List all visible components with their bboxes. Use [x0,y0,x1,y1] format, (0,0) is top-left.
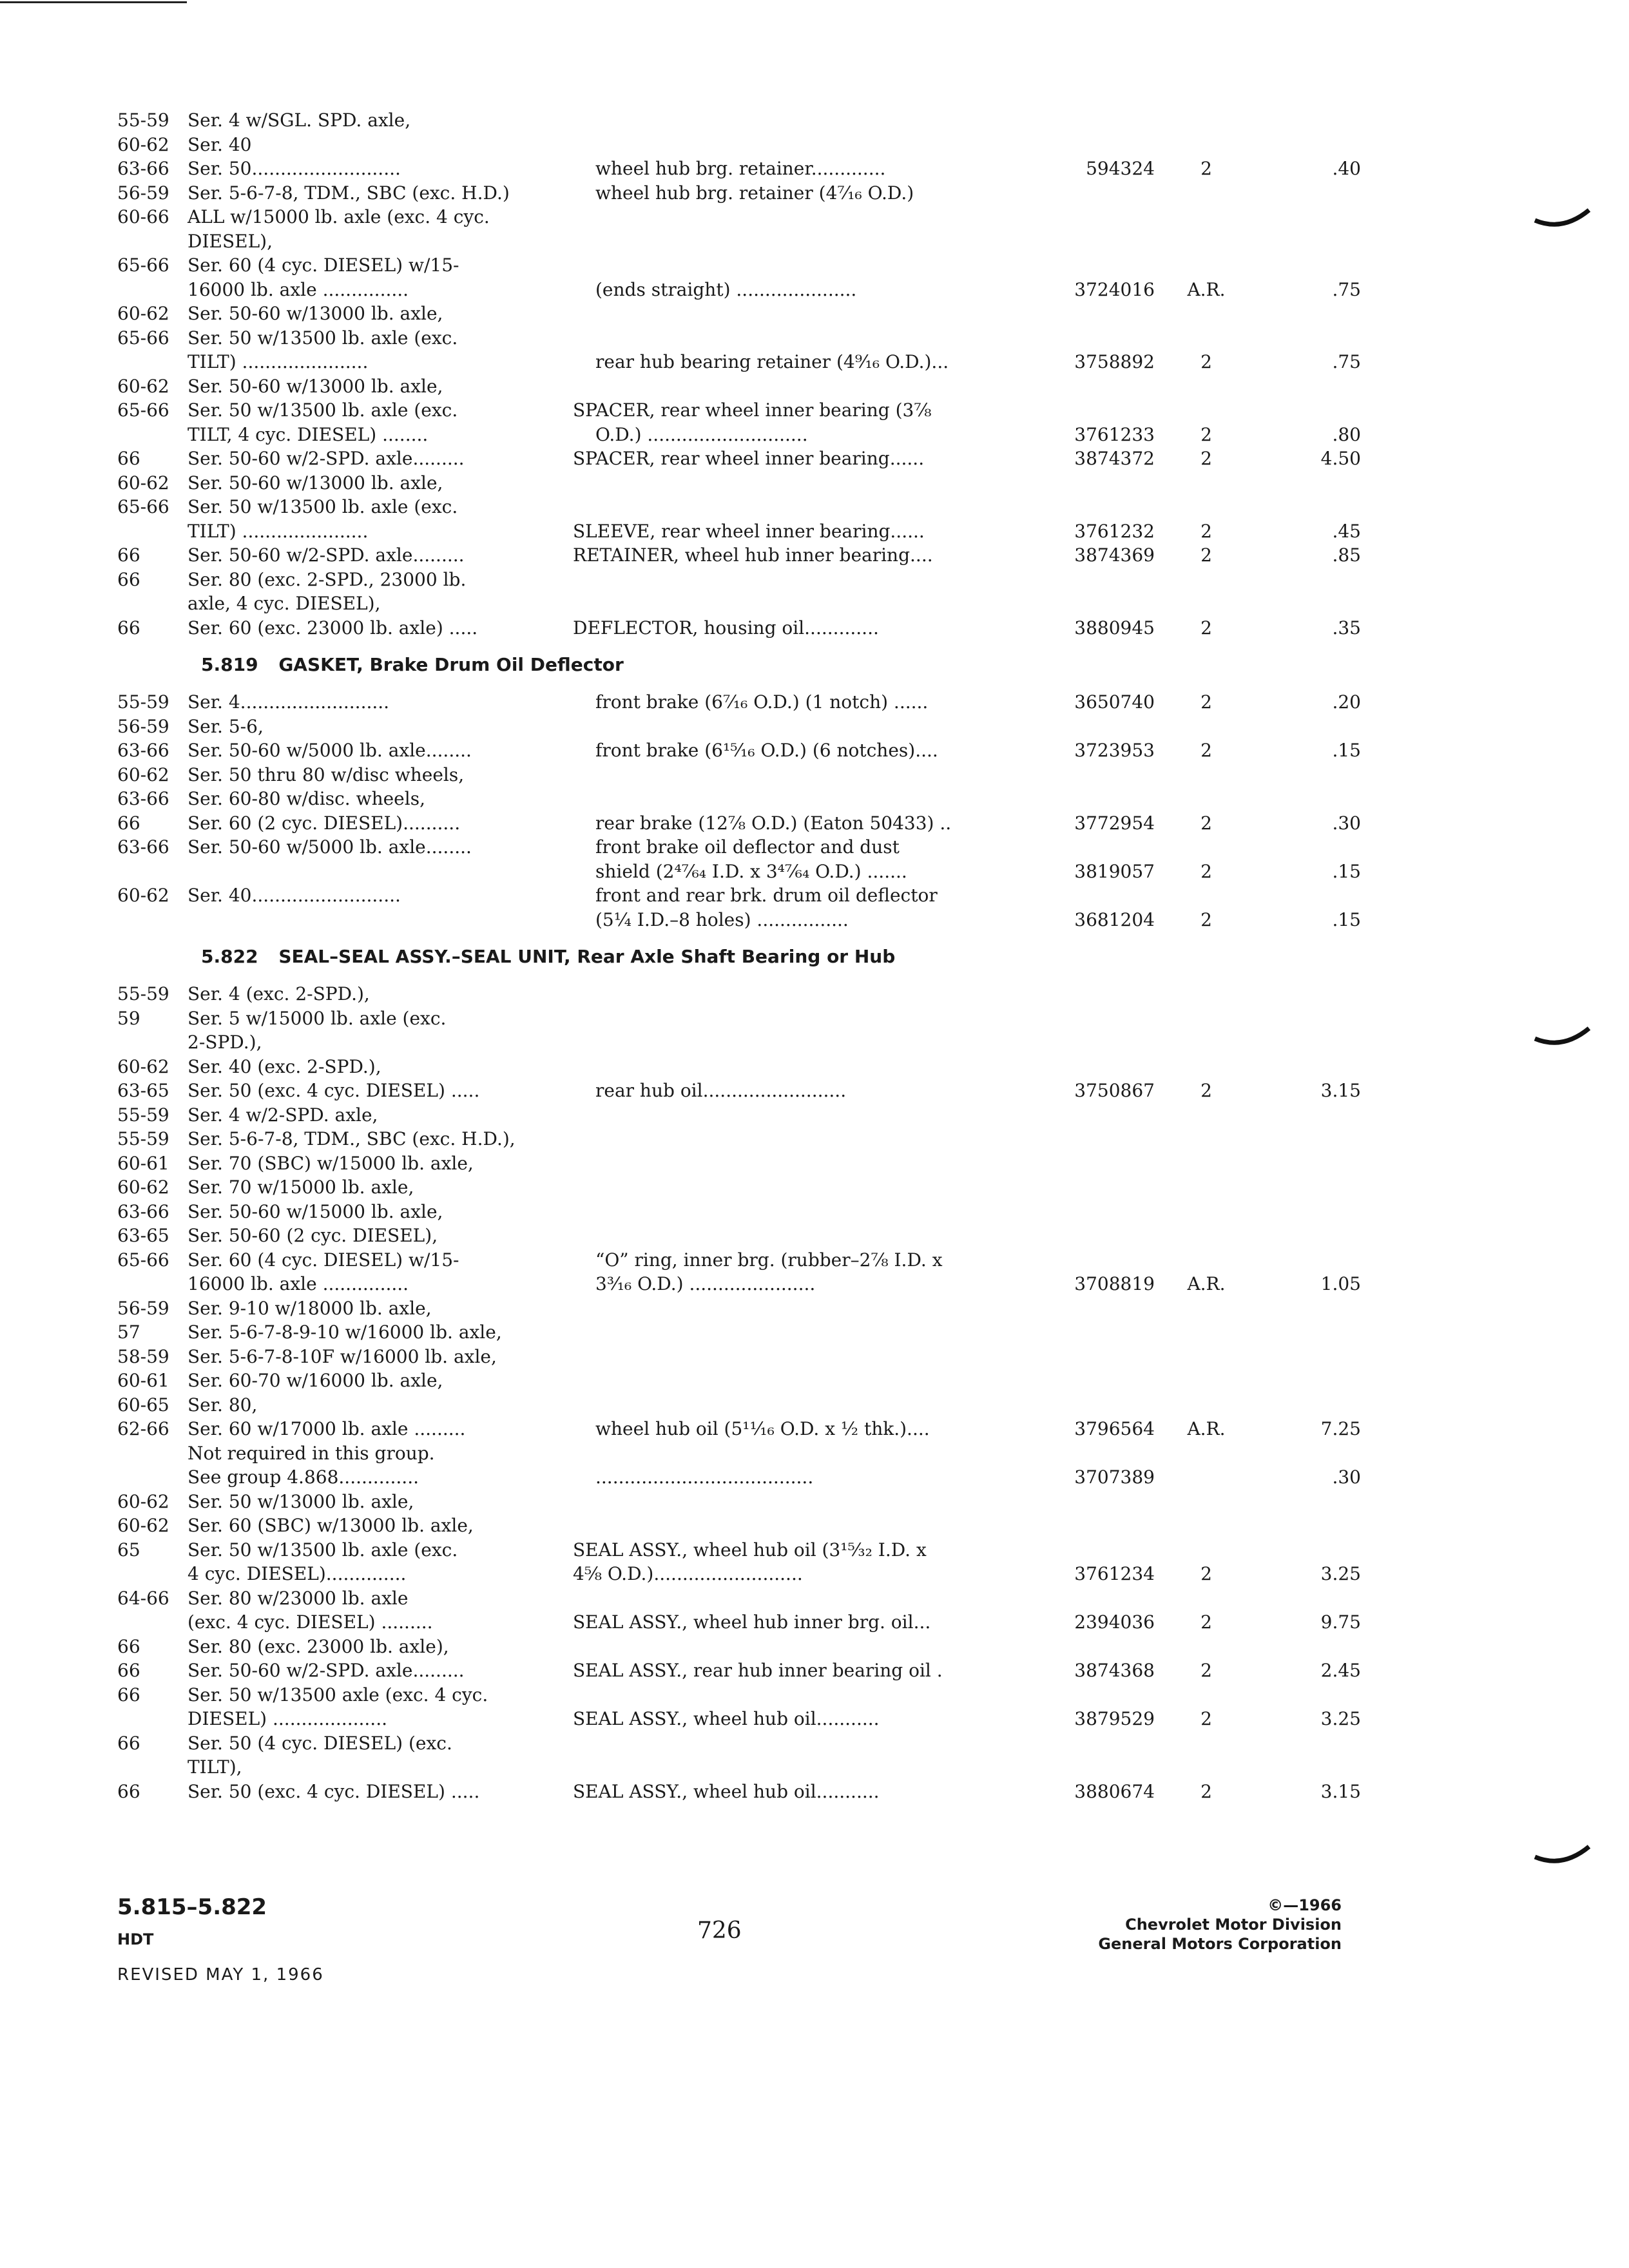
description-cell: wheel hub brg. retainer (4⁷⁄₁₆ O.D.) [595,182,914,204]
part-row [117,1441,1342,1466]
part-number-cell: 594324 [1086,158,1155,179]
part-number-cell: 3724016 [1074,278,1155,300]
quantity-cell: 2 [1200,1611,1212,1633]
year-cell: 55-59 [117,691,169,713]
revised-date: REVISED MAY 1, 1966 [117,1965,324,1984]
year-cell: 56-59 [117,715,169,737]
year-cell: 66 [117,1684,140,1706]
description-cell: SEAL ASSY., wheel hub oil........... [573,1780,880,1802]
part-row [117,835,1342,860]
year-cell: 55-59 [117,110,169,131]
part-row [117,1755,1342,1780]
page-number: 726 [697,1917,742,1944]
series-cell: Ser. 50.......................... [188,158,401,179]
price-cell: 9.75 [1320,1611,1361,1633]
series-cell: Ser. 50-60 w/13000 lb. axle, [188,303,443,324]
part-row [117,1151,1342,1176]
series-cell: Ser. 50 w/13500 lb. axle (exc. [188,1539,458,1561]
description-cell: ...................................... [595,1466,814,1488]
quantity-cell: 2 [1200,351,1212,372]
description-cell: O.D.) ............................ [595,423,808,445]
series-cell: Ser. 50 w/13000 lb. axle, [188,1490,414,1512]
series-cell: Ser. 60 w/17000 lb. axle ......... [188,1418,466,1439]
description-cell: SEAL ASSY., wheel hub oil (3¹⁵⁄₃₂ I.D. x [573,1539,927,1561]
section-title: GASKET, Brake Drum Oil Deflector [278,654,624,675]
series-cell: See group 4.868.............. [188,1466,419,1488]
series-cell: Ser. 50-60 w/2-SPD. axle......... [188,448,465,469]
series-cell: DIESEL) .................... [188,1708,387,1729]
part-row [117,1635,1342,1659]
year-cell: 56-59 [117,1297,169,1319]
year-cell: 60-62 [117,375,169,397]
series-cell: Ser. 60 (4 cyc. DIESEL) w/15- [188,1249,459,1271]
part-row [117,253,1342,278]
year-cell: 55-59 [117,1128,169,1149]
series-cell: TILT) ...................... [188,520,369,542]
year-cell: 60-62 [117,885,169,906]
series-cell: Ser. 50-60 (2 cyc. DIESEL), [188,1225,438,1246]
quantity-cell: 2 [1200,1780,1212,1802]
series-cell: 2-SPD.), [188,1032,262,1053]
series-cell: Ser. 50 (exc. 4 cyc. DIESEL) ..... [188,1080,480,1101]
section-header-5-822 [117,932,1342,982]
year-cell: 66 [117,1660,140,1681]
quantity-cell: 2 [1200,740,1212,761]
quantity-cell: 2 [1200,544,1212,566]
quantity-cell: A.R. [1187,1273,1226,1294]
part-row [117,1490,1342,1514]
part-row [117,883,1342,908]
series-cell: Ser. 5-6-7-8-10F w/16000 lb. axle, [188,1345,497,1367]
year-cell: 60-62 [117,764,169,785]
series-cell: Ser. 40 (exc. 2-SPD.), [188,1055,381,1077]
year-cell: 60-62 [117,1490,169,1512]
year-cell: 66 [117,448,140,469]
description-cell: SEAL ASSY., wheel hub inner brg. oil... [573,1611,931,1633]
description-cell: shield (2⁴⁷⁄₆₄ I.D. x 3⁴⁷⁄₆₄ O.D.) ....... [595,860,907,882]
series-cell: Ser. 60 (4 cyc. DIESEL) w/15- [188,255,459,276]
price-cell: .85 [1332,544,1361,566]
year-cell: 64-66 [117,1587,169,1609]
series-cell: Ser. 60 (SBC) w/13000 lb. axle, [188,1515,474,1536]
year-cell: 60-62 [117,133,169,155]
description-cell: SEAL ASSY., wheel hub oil........... [573,1708,880,1729]
part-row [117,616,1361,640]
series-cell: Ser. 50 (exc. 4 cyc. DIESEL) ..... [188,1780,480,1802]
description-cell: rear hub bearing retainer (4⁹⁄₁₆ O.D.)... [595,351,949,372]
series-cell: Ser. 70 (SBC) w/15000 lb. axle, [188,1152,474,1174]
binder-mark [1534,1024,1592,1050]
year-cell: 63-66 [117,788,169,809]
quantity-cell: 2 [1200,1563,1212,1584]
part-row [117,763,1342,787]
series-cell: Ser. 60-80 w/disc. wheels, [188,788,425,809]
section-5-822-rows [117,982,1361,1803]
part-row [117,302,1342,326]
price-cell: .80 [1332,423,1361,445]
part-row [117,1030,1342,1055]
series-cell: ALL w/15000 lb. axle (exc. 4 cyc. [188,206,490,227]
copyright-block [1098,1896,1342,1954]
series-cell: Ser. 50-60 w/13000 lb. axle, [188,472,443,494]
part-row [117,543,1361,568]
price-cell: 3.15 [1320,1780,1361,1802]
description-cell: front brake oil deflector and dust [595,836,900,858]
series-cell: Ser. 50 w/13500 lb. axle (exc. [188,399,458,421]
year-cell: 60-62 [117,1177,169,1198]
part-row [117,1393,1342,1418]
description-cell: “O” ring, inner brg. (rubber–2⅞ I.D. x [595,1249,943,1271]
series-cell: Ser. 80 (exc. 23000 lb. axle), [188,1635,449,1657]
part-row [117,108,1342,133]
series-cell: TILT), [188,1756,242,1778]
description-cell: (5¼ I.D.–8 holes) ................ [595,908,849,930]
description-cell: 4⅝ O.D.).......................... [573,1563,803,1584]
part-number-cell: 3761232 [1074,520,1155,542]
part-row [117,157,1361,181]
top-rule [0,1,187,3]
part-number-cell: 3708819 [1074,1273,1155,1294]
part-row [117,1055,1342,1079]
series-cell: Ser. 9-10 w/18000 lb. axle, [188,1297,432,1319]
part-row [117,1103,1342,1128]
series-cell: TILT) ...................... [188,351,369,372]
year-cell: 66 [117,1732,140,1754]
series-cell: Ser. 50 w/13500 lb. axle (exc. [188,327,458,349]
year-cell: 65-66 [117,1249,169,1271]
price-cell: 1.05 [1320,1273,1361,1294]
series-cell: Ser. 50-60 w/2-SPD. axle......... [188,1660,465,1681]
quantity-cell: 2 [1200,520,1212,542]
price-cell: .30 [1332,812,1361,834]
part-number-cell: 3819057 [1074,860,1155,882]
description-cell: SEAL ASSY., rear hub inner bearing oil . [573,1660,943,1681]
price-cell: .15 [1332,740,1361,761]
part-number-cell: 3758892 [1074,351,1155,372]
price-cell: .40 [1332,158,1361,179]
series-cell: Ser. 60 (2 cyc. DIESEL).......... [188,812,461,834]
group-range: 5.815–5.822 [117,1894,267,1920]
series-cell: Ser. 50 w/13500 lb. axle (exc. [188,496,458,517]
part-number-cell: 3681204 [1074,908,1155,930]
part-row [117,1006,1342,1031]
series-cell: 16000 lb. axle ............... [188,278,409,300]
description-cell: SPACER, rear wheel inner bearing...... [573,448,925,469]
part-row [117,1586,1342,1611]
series-cell: Ser. 5 w/15000 lb. axle (exc. [188,1007,447,1029]
year-cell: 63-66 [117,1200,169,1222]
part-row [117,1248,1342,1273]
series-cell: 16000 lb. axle ............... [188,1273,409,1294]
part-row [117,811,1361,836]
part-row [117,591,1342,616]
year-cell: 63-66 [117,158,169,179]
price-cell: .15 [1332,860,1361,882]
series-cell: TILT, 4 cyc. DIESEL) ........ [188,423,429,445]
series-cell: Ser. 5-6-7-8, TDM., SBC (exc. H.D.), [188,1128,516,1149]
division-name: Chevrolet Motor Division [1125,1916,1342,1934]
part-number-cell: 3650740 [1074,691,1155,713]
part-row [117,374,1342,399]
part-row [117,1200,1342,1224]
part-row [117,1127,1342,1151]
year-cell: 55-59 [117,1104,169,1126]
price-cell: 2.45 [1320,1660,1361,1681]
year-cell: 65-66 [117,496,169,517]
year-cell: 63-65 [117,1080,169,1101]
part-row [117,982,1342,1006]
quantity-cell: 2 [1200,860,1212,882]
part-row [117,278,1361,302]
price-cell: 3.25 [1320,1563,1361,1584]
section-number: 5.819 [201,654,258,675]
part-row [117,1272,1361,1296]
price-cell: 3.25 [1320,1708,1361,1729]
price-cell: 3.15 [1320,1080,1361,1101]
price-cell: .20 [1332,691,1361,713]
price-cell: .35 [1332,617,1361,639]
part-row [117,690,1361,715]
parts-listing [117,108,1361,1803]
quantity-cell: 2 [1200,691,1212,713]
year-cell: 65-66 [117,399,169,421]
description-cell: front brake (6⁷⁄₁₆ O.D.) (1 notch) ...... [595,691,929,713]
year-cell: 63-65 [117,1225,169,1246]
part-number-cell: 3879529 [1074,1708,1155,1729]
binder-mark [1534,206,1592,232]
part-number-cell: 3761234 [1074,1563,1155,1584]
year-cell: 66 [117,1780,140,1802]
part-row [117,1707,1361,1731]
series-cell: Ser. 50 thru 80 w/disc wheels, [188,764,465,785]
description-cell: wheel hub brg. retainer............. [595,158,886,179]
description-cell: wheel hub oil (5¹¹⁄₁₆ O.D. x ½ thk.).... [595,1418,930,1439]
part-row [117,1079,1361,1103]
part-number-cell: 3880674 [1074,1780,1155,1802]
description-cell: SLEEVE, rear wheel inner bearing...... [573,520,925,542]
part-row [117,1514,1342,1538]
section-title: SEAL–SEAL ASSY.–SEAL UNIT, Rear Axle Shaft Bearing or Hub [278,946,896,967]
part-row [117,1369,1342,1393]
part-row [117,423,1361,447]
section-number: 5.822 [201,946,258,967]
section-5-819-rows [117,690,1361,932]
quantity-cell: 2 [1200,423,1212,445]
part-number-cell: 3874368 [1074,1660,1155,1681]
year-cell: 66 [117,544,140,566]
series-cell: DIESEL), [188,230,273,252]
part-row [117,1224,1342,1248]
description-cell: SPACER, rear wheel inner bearing (3⅞ [573,399,932,421]
year-cell: 58-59 [117,1345,169,1367]
section-header-5-819 [117,640,1342,690]
series-cell: Ser. 40.......................... [188,885,401,906]
part-row [117,1538,1342,1562]
part-row [117,1320,1342,1345]
year-cell: 57 [117,1321,140,1343]
description-cell: front brake (6¹⁵⁄₁₆ O.D.) (6 notches).... [595,740,938,761]
part-row [117,1658,1361,1683]
part-number-cell: 3707389 [1074,1466,1155,1488]
series-cell: Ser. 4 (exc. 2-SPD.), [188,983,370,1004]
price-cell: .75 [1332,278,1361,300]
quantity-cell: 2 [1200,812,1212,834]
series-cell: 4 cyc. DIESEL).............. [188,1563,407,1584]
part-number-cell: 3772954 [1074,812,1155,834]
series-cell: Ser. 50-60 w/2-SPD. axle......... [188,544,465,566]
year-cell: 60-62 [117,472,169,494]
part-row [117,1780,1361,1804]
series-cell: axle, 4 cyc. DIESEL), [188,593,381,614]
series-cell: Ser. 4 w/2-SPD. axle, [188,1104,378,1126]
part-number-cell: 3880945 [1074,617,1155,639]
quantity-cell: A.R. [1187,278,1226,300]
price-cell: 7.25 [1320,1418,1361,1439]
price-cell: .45 [1332,520,1361,542]
series-cell: (exc. 4 cyc. DIESEL) ......... [188,1611,433,1633]
description-cell: DEFLECTOR, housing oil............. [573,617,879,639]
year-cell: 66 [117,568,140,590]
year-cell: 65 [117,1539,140,1561]
quantity-cell: 2 [1200,617,1212,639]
series-cell: Ser. 50-60 w/5000 lb. axle........ [188,836,472,858]
year-cell: 60-62 [117,1515,169,1536]
corporation-name: General Motors Corporation [1098,1935,1342,1953]
series-cell: Ser. 5-6, [188,715,264,737]
part-row [117,519,1361,544]
part-row [117,1610,1361,1635]
part-row [117,860,1361,884]
copyright-year: ©—1966 [1268,1896,1342,1914]
binder-mark [1534,1843,1592,1869]
description-cell: rear brake (12⅞ O.D.) (Eaton 50433) .. [595,812,952,834]
price-cell: .75 [1332,351,1361,372]
part-number-cell: 3761233 [1074,423,1155,445]
series-cell: Ser. 50 (4 cyc. DIESEL) (exc. [188,1732,452,1754]
year-cell: 63-66 [117,740,169,761]
year-cell: 60-65 [117,1394,169,1416]
series-cell: Ser. 60 (exc. 23000 lb. axle) ..... [188,617,478,639]
year-cell: 59 [117,1007,140,1029]
description-cell: front and rear brk. drum oil deflector [595,885,938,906]
year-cell: 66 [117,617,140,639]
series-cell: Ser. 60-70 w/16000 lb. axle, [188,1370,443,1391]
series-cell: Ser. 80, [188,1394,258,1416]
part-row [117,181,1342,206]
section-5-815-continued [117,108,1361,640]
year-cell: 55-59 [117,983,169,1004]
part-row [117,738,1361,763]
part-row [117,1731,1342,1756]
description-cell: rear hub oil......................... [595,1080,847,1101]
series-cell: Ser. 50 w/13500 axle (exc. 4 cyc. [188,1684,488,1706]
series-cell: Ser. 50-60 w/5000 lb. axle........ [188,740,472,761]
series-cell: Ser. 5-6-7-8, TDM., SBC (exc. H.D.) [188,182,510,204]
year-cell: 60-61 [117,1370,169,1391]
part-row [117,350,1361,374]
quantity-cell: 2 [1200,448,1212,469]
part-row [117,447,1361,471]
part-row [117,1345,1342,1369]
year-cell: 60-62 [117,1055,169,1077]
year-cell: 60-61 [117,1152,169,1174]
year-cell: 65-66 [117,255,169,276]
part-row [117,1683,1342,1707]
part-row [117,787,1342,811]
year-cell: 62-66 [117,1418,169,1439]
quantity-cell: 2 [1200,158,1212,179]
part-row [117,471,1342,495]
part-row [117,133,1342,157]
part-row [117,1465,1361,1490]
series-cell: Ser. 50-60 w/13000 lb. axle, [188,375,443,397]
part-number-cell: 3723953 [1074,740,1155,761]
year-cell: 56-59 [117,182,169,204]
part-row [117,1296,1342,1321]
description-cell: (ends straight) ..................... [595,278,857,300]
series-cell: Ser. 4.......................... [188,691,390,713]
price-cell: .30 [1332,1466,1361,1488]
part-row [117,568,1342,592]
page-footer [117,1894,1342,2023]
part-row [117,229,1342,254]
price-cell: 4.50 [1320,448,1361,469]
quantity-cell: 2 [1200,1660,1212,1681]
part-number-cell: 3874372 [1074,448,1155,469]
series-cell: Not required in this group. [188,1442,435,1464]
part-row [117,326,1342,351]
year-cell: 66 [117,1635,140,1657]
part-row [117,495,1342,519]
part-row [117,205,1342,229]
year-cell: 60-66 [117,206,169,227]
description-cell: RETAINER, wheel hub inner bearing.... [573,544,933,566]
series-cell: Ser. 4 w/SGL. SPD. axle, [188,110,411,131]
series-cell: Ser. 80 w/23000 lb. axle [188,1587,409,1609]
year-cell: 60-62 [117,303,169,324]
part-number-cell: 3796564 [1074,1418,1155,1439]
part-number-cell: 3750867 [1074,1080,1155,1101]
part-row [117,715,1342,739]
quantity-cell: A.R. [1187,1418,1226,1439]
year-cell: 63-66 [117,836,169,858]
price-cell: .15 [1332,908,1361,930]
series-cell: Ser. 40 [188,133,252,155]
quantity-cell: 2 [1200,1080,1212,1101]
series-cell: Ser. 80 (exc. 2-SPD., 23000 lb. [188,568,467,590]
part-row [117,1417,1361,1441]
part-number-cell: 3874369 [1074,544,1155,566]
series-cell: Ser. 70 w/15000 lb. axle, [188,1177,414,1198]
quantity-cell: 2 [1200,1708,1212,1729]
year-cell: 65-66 [117,327,169,349]
part-row [117,1562,1361,1586]
quantity-cell: 2 [1200,908,1212,930]
description-cell: 3³⁄₁₆ O.D.) ...................... [595,1273,816,1294]
part-row [117,1175,1342,1200]
year-cell: 66 [117,812,140,834]
hdt-label: HDT [117,1930,154,1948]
part-row [117,908,1361,932]
part-row [117,398,1342,423]
series-cell: Ser. 50-60 w/15000 lb. axle, [188,1200,443,1222]
part-number-cell: 2394036 [1074,1611,1155,1633]
series-cell: Ser. 5-6-7-8-9-10 w/16000 lb. axle, [188,1321,502,1343]
